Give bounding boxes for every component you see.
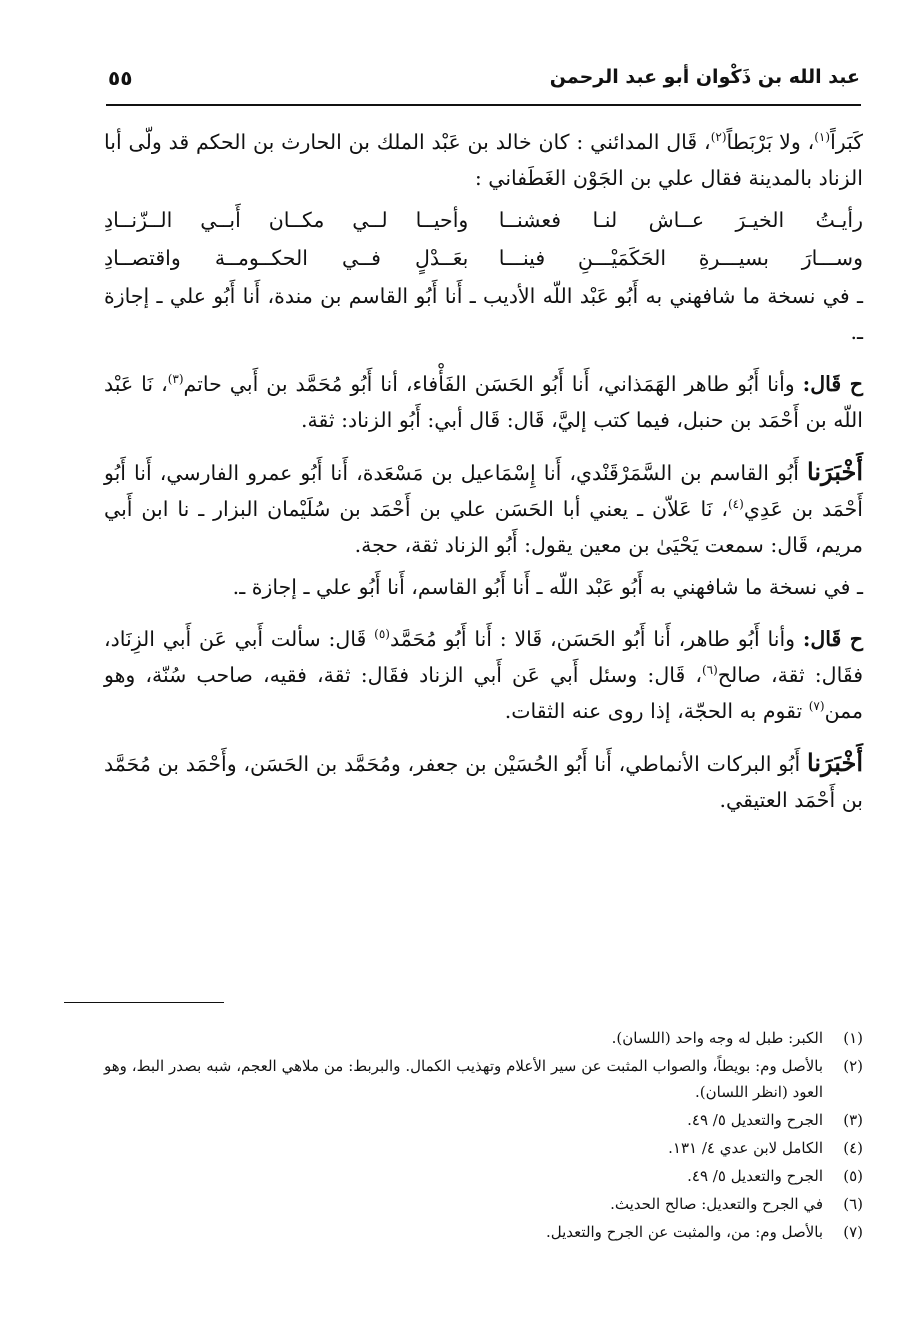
footnote-text: الكبر: طبل له وجه واحد (اللسان). (611, 1029, 823, 1047)
header-rule (106, 104, 861, 106)
text-run: قَال: سألت أَبي عَن أَبي الزِنَاد، فقَال: ثقة، صالح (104, 627, 863, 687)
text-run: ، نَا عَلاّن ـ يعني أبا الحَسَن علي بن أَحْمَد بن سُلَيْمان البزار ـ نا ابن أَبي مريم، قَال: سمعت يَحْيَىٰ بن معين يقول: أَبُو الزناد ثقة، حجة. (104, 497, 863, 557)
footnote-text: في الجرح والتعديل: صالح الحديث. (610, 1195, 823, 1213)
ha-marker: ح قَال: (802, 627, 863, 651)
paragraph-1 (104, 124, 863, 196)
footnote-separator (64, 1002, 224, 1003)
footnote-ref-4[interactable]: (٤) (727, 497, 744, 512)
footnote-number: (٢) (843, 1057, 863, 1075)
footnote-ref-3[interactable]: (٣) (167, 372, 184, 387)
akhbarana-lead: أَخْبَرَنا (807, 748, 863, 777)
text-run: ، نَا عَبْد اللّه بن أَحْمَد بن حنبل، فيما كتب إليَّ، قَال: قَال أبي: أَبُو الزناد: ثقة. (104, 372, 863, 432)
footnote-ref-7[interactable]: (٧) (808, 699, 825, 714)
paragraph-4 (104, 454, 863, 563)
verse-second-hemistich: بعَــدْلٍ فــي الحكــومــة واقتصــادِ (104, 246, 469, 270)
text-run: تقوم به الحجّة، إذا روى عنه الثقات. (504, 699, 809, 723)
verse-second-hemistich: وأحيــا لــي مكــان أَبــي الــزّنــادِ (104, 208, 469, 232)
footnote-ref-6[interactable]: (٦) (701, 663, 718, 678)
footnote-ref-2[interactable]: (٢) (710, 130, 727, 145)
footnote-item (104, 1053, 863, 1105)
footnote-text: الجرح والتعديل ٥/ ٤٩. (687, 1111, 823, 1129)
text-run: أَبُو البركات الأنماطي، أَنا أَبُو الحُسَيْن بن جعفر، ومُحَمَّد بن الحَسَن، وأَحْمَد بن مُحَمَّد بن أَحْمَد العتيقي. (104, 752, 863, 812)
verse-first-hemistich: وســـارَ بسيـــرةِ الحَكَمَيْـــنِ فينـــا (498, 246, 863, 270)
paragraph-6 (104, 621, 863, 729)
verse-line-1 (104, 202, 863, 238)
running-head (108, 66, 860, 100)
footnote-text: بالأصل وم: من، والمثبت عن الجرح والتعديل. (546, 1223, 823, 1241)
footnote-item (104, 1219, 863, 1245)
footnote-number: (٥) (843, 1167, 863, 1185)
footnote-text: الجرح والتعديل ٥/ ٤٩. (687, 1167, 823, 1185)
footnote-number: (٧) (843, 1223, 863, 1241)
text-run: وأنا أَبُو طاهر الهَمَذاني، أَنا أَبُو الحَسَن الفَأْفاء، أنا أَبُو مُحَمَّد بن أَبي حاتم (183, 372, 803, 396)
akhbarana-lead: أَخْبَرَنا (807, 457, 863, 486)
footnote-text: بالأصل وم: بويطاً، والصواب المثبت عن سير الأعلام وتهذيب الكمال. والبربط: من ملاهي العجم، شبه بصدر البط، وهو العود (انظر اللسان). (104, 1057, 823, 1101)
running-title: عبد الله بن ذَكْوان أبو عبد الرحمن (549, 66, 860, 88)
footnote-ref-1[interactable]: (١) (814, 130, 831, 145)
main-text (104, 124, 863, 824)
verse-line-2 (104, 240, 863, 276)
text-run: ، ولا بَرْبَطاً (726, 130, 815, 154)
footnote-number: (٣) (843, 1111, 863, 1129)
paragraph-5: ـ في نسخة ما شافهني به أَبُو عَبْد اللّه ـ أَنا أَبُو القاسم، أَنا أَبُو علي ـ إجازة ـ. (232, 575, 863, 599)
ha-marker: ح قَال: (802, 372, 863, 396)
footnote-item (104, 1191, 863, 1217)
text-run: أَبُو القاسم بن السَّمَرْقَنْدي، أَنا إِسْمَاعيل بن مَسْعَدة، أَنا أَبُو عمرو الفارسي، أَنا أَبُو أَحْمَد بن عَدِي (104, 461, 863, 521)
paragraph-3 (104, 366, 863, 438)
text-run: ، قَال: وسئل أَبي عَن أَبي الزناد فقَال: ثقة، فقيه، صاحب سُنّة، وهو ممن (104, 663, 863, 723)
footnote-number: (١) (843, 1029, 863, 1047)
text-run: كَبَراً (830, 130, 864, 154)
footnote-item (104, 1163, 863, 1189)
footnotes (104, 1025, 863, 1247)
text-run: ، قَال المدائني : كان خالد بن عَبْد الملك بن الحارث بن الحكم قد ولّى أبا الزناد بالمدينة فقال علي بن الجَوْن الغَطَفاني : (104, 130, 863, 190)
footnote-ref-5[interactable]: (٥) (374, 627, 390, 642)
footnote-item (104, 1025, 863, 1051)
verse-first-hemistich: رأيـتُ الخيـرَ عــاش لنـا فعشنــا (498, 208, 863, 232)
footnote-text: الكامل لابن عدي ٤/ ١٣١. (668, 1139, 823, 1157)
footnote-item (104, 1107, 863, 1133)
paragraph-7 (104, 745, 863, 818)
footnote-number: (٤) (843, 1139, 863, 1157)
paragraph-2: ـ في نسخة ما شافهني به أَبُو عَبْد اللّه الأديب ـ أَنا أَبُو القاسم بن مندة، أَنا أَبُو علي ـ إجازة ـ. (104, 284, 863, 344)
page-number: ٥٥ (108, 66, 133, 90)
text-run: وأنا أَبُو طاهر، أَنا أَبُو الحَسَن، قَالا : أَنا أَبُو مُحَمَّد (389, 627, 803, 651)
footnote-number: (٦) (843, 1195, 863, 1213)
footnote-item (104, 1135, 863, 1161)
